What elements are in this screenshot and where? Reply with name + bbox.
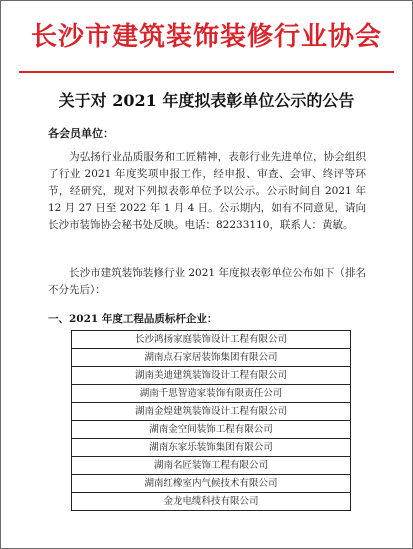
notice-paragraph-1-text: 为弘扬行业品质服务和工匠精神，表彰行业先进单位，协会组织了行业 2021 年度奖项申报工作，经申报、审查、会审、终评等环节，经研究，现对下列拟表彰单位予以公示。公示时间自 2021 年 12 月 27 日至 2022 年 1 月 4 日。公示期内，如有不同意见，请向长沙市装饰协会秘书处反映。电话：82233110，联系人：黄敏。: [48, 151, 366, 231]
table-row: [72, 421, 351, 439]
notice-paragraph-1: [48, 149, 366, 234]
table-row: [72, 331, 351, 349]
company-cell: 湖南金煌建筑装饰设计工程有限公司: [72, 403, 351, 421]
table-row: [72, 439, 351, 457]
company-cell: 湖南红橡室内气候技术有限公司: [72, 475, 351, 493]
company-cell: 长沙鸿扬家庭装饰设计工程有限公司: [72, 331, 351, 349]
company-cell: 湖南名匠装饰工程有限公司: [72, 457, 351, 475]
organization-letterhead: 长沙市建筑装饰装修行业协会: [30, 22, 382, 52]
notice-title: 关于对 2021 年度拟表彰单位公示的公告: [58, 91, 355, 110]
company-cell: 湖南美迪建筑装饰设计工程有限公司: [72, 367, 351, 385]
table-row: [72, 349, 351, 367]
letterhead-divider: [19, 71, 394, 73]
notice-paragraph-2: [48, 265, 366, 299]
table-row: [72, 403, 351, 421]
table-row: [72, 457, 351, 475]
table-row: [72, 475, 351, 493]
company-cell: 湖南点石家居装饰集团有限公司: [72, 349, 351, 367]
notice-paragraph-2-text: 长沙市建筑装饰装修行业 2021 年度拟表彰单位公布如下（排名不分先后）：: [48, 267, 366, 296]
section-heading: 一、2021 年度工程品质标杆企业：: [48, 313, 218, 325]
company-cell: 湖南千思智造家装饰有限责任公司: [72, 385, 351, 403]
company-cell: 湖南东家乐装饰集团有限公司: [72, 439, 351, 457]
company-cell: 金龙电缆科技有限公司: [72, 493, 351, 511]
company-cell: 湖南金空间装饰工程有限公司: [72, 421, 351, 439]
table-row: [72, 493, 351, 511]
company-table: [71, 330, 351, 511]
table-row: [72, 385, 351, 403]
table-row: [72, 367, 351, 385]
salutation: 各会员单位：: [48, 127, 114, 140]
